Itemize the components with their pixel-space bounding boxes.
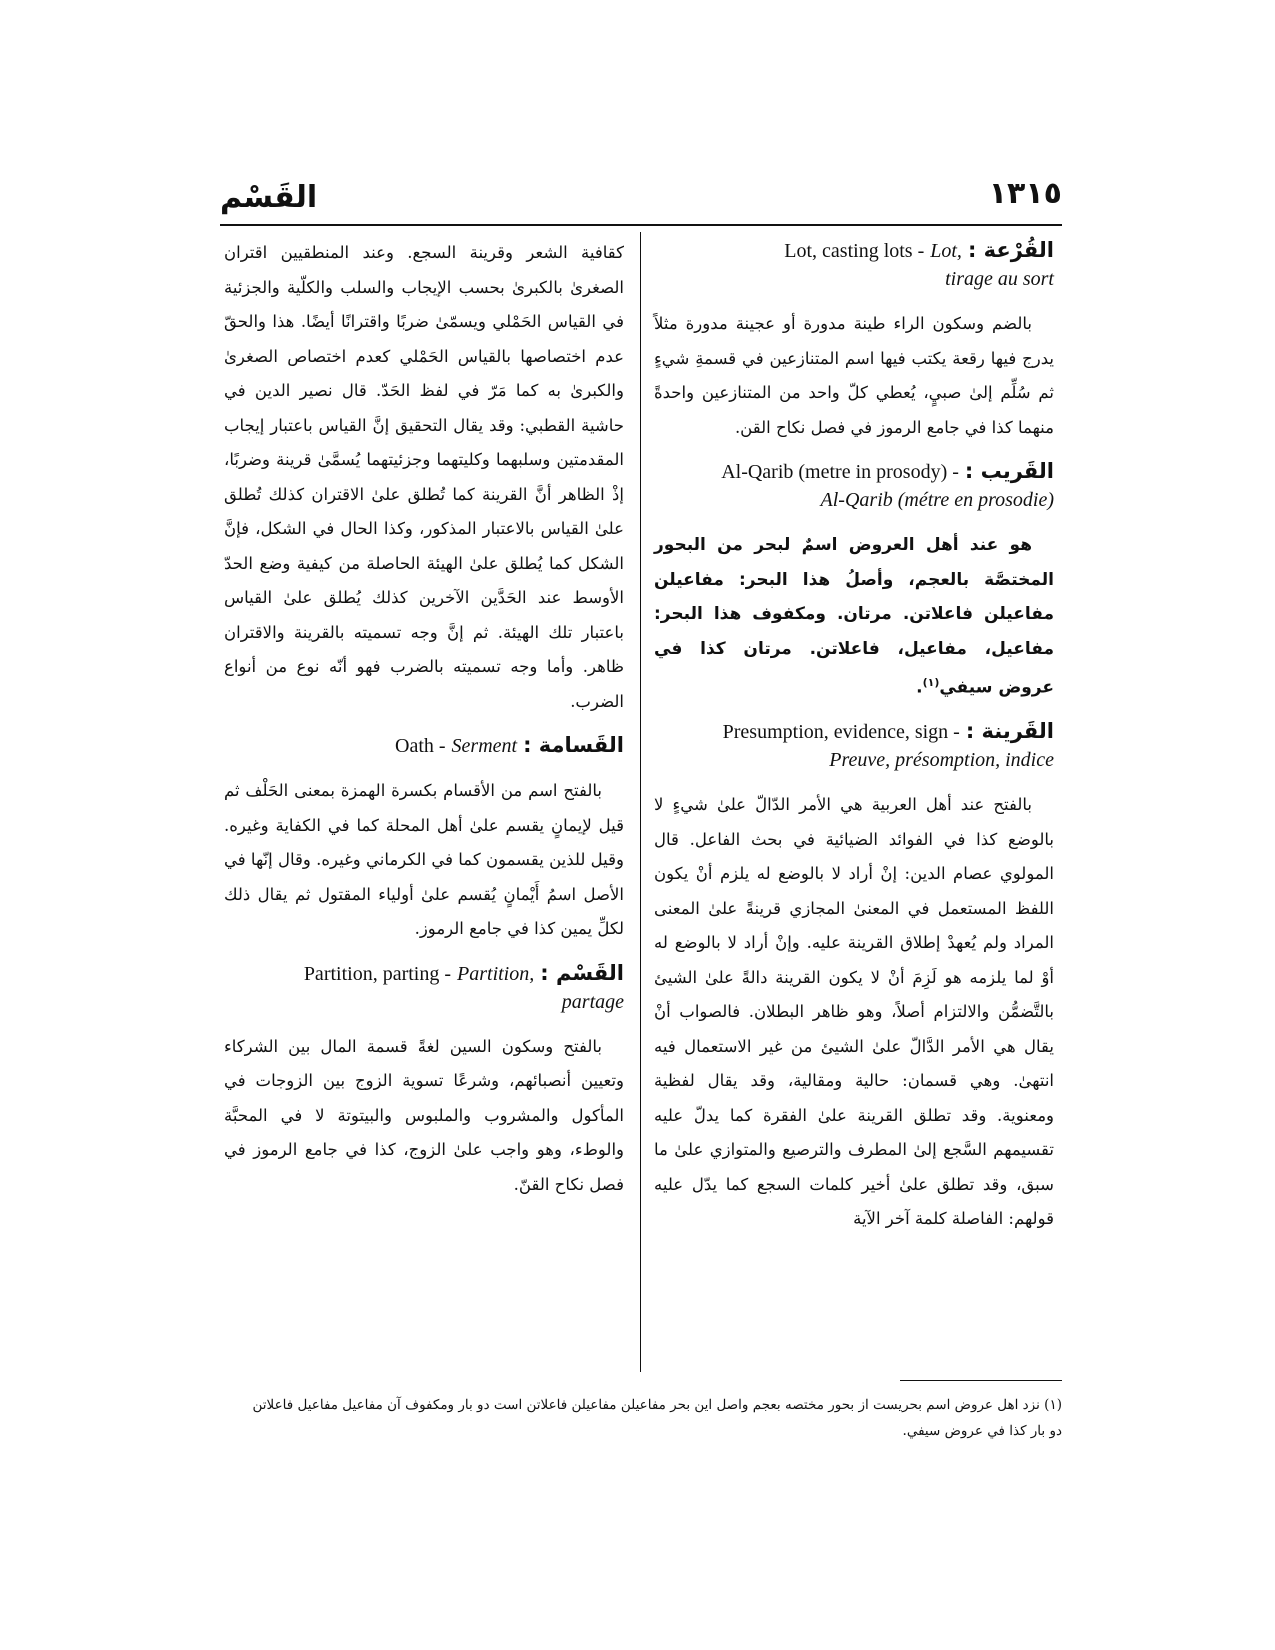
entry-body-qasm: بالفتح وسكون السين لغةً قسمة المال بين الشركاء وتعيين أنصبائهم، وشرعًا تسوية الزوج بين الزوجات في المأكول والمشروب والملبوس والبيتوتة لا في المحبَّة والوطء، وهو واجب علىٰ الزوج، كذا في جامع الرموز في فصل نكاح القنّ. — [224, 1036, 624, 1194]
footnote: (١) نزد اهل عروض اسم بحريست از بحور مختصه بعجم واصل اين بحر مفاعيلن مفاعيلن فاعلاتن است دو بار ومكفوف آن مفاعيل مفاعيل فاعلاتن دو بار كذا في عروض سيفي. — [252, 1397, 1062, 1439]
entry-heading-qasm — [224, 959, 624, 1016]
footnote-divider — [900, 1380, 1062, 1381]
english-term: Partition, parting - — [303, 962, 452, 985]
french-term: Partition, — [457, 962, 535, 985]
french-term: Preuve, présomption, indice — [829, 749, 1054, 772]
entry-body-qasama: بالفتح اسم من الأقسام بكسرة الهمزة بمعنى الحَلْف ثم قيل لإيمانٍ يقسم علىٰ أهل المحلة كما في الكفاية وغيره. وقيل للذين يقسمون كما في الكرماني وغيره. وقال إنّها في الأصل اسمُ أَيْمانٍ يُقسم علىٰ أولياء المقتول ثم يقال ذلك لكلِّ يمين كذا في جامع الرموز. — [224, 781, 624, 938]
english-term: Presumption, evidence, sign - — [722, 721, 960, 744]
english-term: Al-Qarib (metre in prosody) - — [721, 461, 959, 483]
entry-heading-qarina — [654, 717, 1054, 774]
header-divider — [220, 224, 1062, 226]
entry-body-qura: بالضم وسكون الراء طينة مدورة أو عجينة مدورة مثلاً يدرج فيها رقعة يكتب فيها اسم المتنازعين في قسمةِ شيءٍ ثم سُلِّم إلىٰ صبيٍ، يُعطي كلّ واحد من المتنازعين واحدةً منهما كذا في جامع الرموز في فصل نكاح القن. — [654, 314, 1054, 437]
page-number: ١٣١٥ — [988, 176, 1062, 211]
french-term: Serment — [451, 735, 518, 757]
arabic-term: القَسامة : — [523, 733, 624, 757]
continuation-text: كقافية الشعر وقرينة السجع. وعند المنطقيين اقتران الصغرىٰ بالكبرىٰ بحسب الإيجاب والسلب والكلّية والجزئية في القياس الحَمْلي ويسمّىٰ ضربًا واقترانًا أيضًا. هذا والحقّ عدم اختصاصها بالقياس الحَمْلي كعدم اختصاص الصغرىٰ والكبرىٰ به كما مَرّ في لفظ الحَدّ. قال نصير الدين في حاشية القطبي: وقد يقال التحقيق إنَّ القياس باعتبار إيجاب المقدمتين وسلبهما وكليتهما وجزئيتهما يُسمَّىٰ قرينة وضربًا، إذْ الظاهر أنَّ القرينة كما تُطلق علىٰ الاقتران كذلك تُطلق علىٰ القياس بالاعتبار المذكور، وكذا الحال في الشكل، فإنَّ الشكل كما يُطلق علىٰ الهيئة الحاصلة من كيفية وضع الحدّ الأوسط عند الحَدَّين الآخرين كذلك يُطلق علىٰ القياس باعتبار تلك الهيئة. ثم إنَّ وجه تسميته بالقرينة والاقتران ظاهر. وأما وجه تسميته بالضرب فهو أنّه نوع من أنواع الضرب. — [224, 243, 624, 711]
english-term: Oath - — [395, 735, 446, 757]
arabic-term: القَريب : — [964, 459, 1054, 483]
arabic-term: القَرينة : — [965, 719, 1054, 744]
right-column — [654, 236, 1054, 1249]
running-title: القَسْم — [220, 180, 318, 215]
arabic-term: القُرْعة : — [967, 238, 1054, 262]
left-column — [224, 236, 624, 1214]
french-term: Al-Qarib (métre en prosodie) — [820, 489, 1054, 511]
entry-body-text: هو عند أهل العروض اسمٌ لبحر من البحور المختصَّة بالعجم، وأصلُ هذا البحر: مفاعيلن مفاعيلن فاعلاتن. مرتان. ومكفوف هذا البحر: مفاعيل، مفاعيل، فاعلاتن. مرتان كذا في عروض سيفي — [654, 535, 1054, 698]
french-term: Lot, — [930, 240, 962, 262]
entry-body-qarib: هو عند أهل العروض اسمٌ لبحر من البحور المختصَّة بالعجم، وأصلُ هذا البحر: مفاعيلن مفاعيلن فاعلاتن. مرتان. ومكفوف هذا البحر: مفاعيل، مفاعيل، فاعلاتن. مرتان كذا في عروض سيفي$^{(١)}$. — [654, 535, 1054, 698]
column-divider — [640, 232, 641, 1372]
french-term-cont: tirage au sort — [945, 268, 1054, 290]
footnote-ref: (١) — [922, 676, 940, 689]
entry-heading-qura — [654, 236, 1054, 293]
arabic-term: القَسْم : — [540, 960, 624, 985]
entry-heading-qasama — [224, 731, 624, 760]
entry-body-qarina: بالفتح عند أهل العربية هي الأمر الدّالّ علىٰ شيءٍ لا بالوضع كذا في الفوائد الضيائية في بحث الفاعل. قال المولوي عصام الدين: إنْ أراد لا بالوضع له يلزم أنْ يكون اللفظ المستعمل في المعنىٰ المجازي قرينةً علىٰ المعنى المراد ولم يُعهدْ إطلاق القرينة عليه. وإنْ أراد لا بالوضع له أوْ لما يلزمه هو لَزِمَ أنْ لا يكون القرينة دالةً علىٰ الشيئ بالتَّضمُّن والالتزام أصلاً، وهو ظاهر البطلان. فالصواب أنْ يقال هي الأمر الدَّالّ علىٰ الشيئ من غير الاستعمال فيه انتهىٰ. وهي قسمان: حالية ومقالية، وقد يقال لفظية ومعنوية. وقد تطلق القرينة علىٰ الفقرة كما يدلّ عليه تقسيمهم السَّجع إلىٰ المطرف والترصيع والمتوازي علىٰ ما سبق، وقد تطلق علىٰ أخير كلمات السجع كما يدّل عليه قولهم: الفاصلة كلمة آخر الآية — [654, 795, 1054, 1229]
english-term: Lot, casting lots - — [784, 240, 925, 262]
entry-heading-qarib — [654, 457, 1054, 514]
french-term-cont: partage — [561, 990, 624, 1013]
